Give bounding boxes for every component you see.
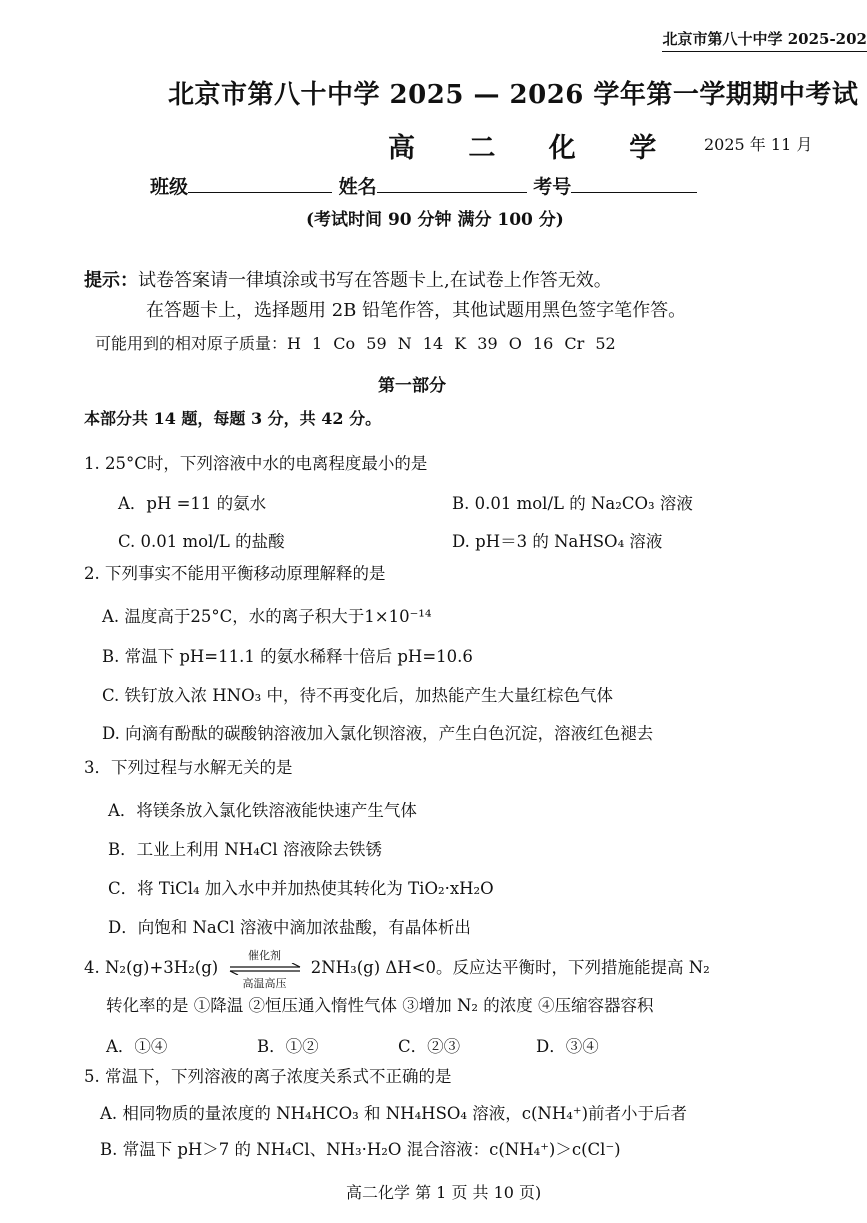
subject-title: 高 二 化 学: [388, 133, 679, 164]
q5-option-b: B. 常温下 pH＞7 的 NH₄Cl、NH₃·H₂O 混合溶液：c(NH₄⁺)＞c(Cl⁻): [100, 1140, 621, 1159]
q4-option-d: D．③④: [536, 1037, 599, 1056]
tip-text-1: 试卷答案请一律填涂或书写在答题卡上,在试卷上作答无效。: [138, 270, 612, 291]
q3-option-c: C．将 TiCl₄ 加入水中并加热使其转化为 TiO₂·xH₂O: [108, 879, 494, 898]
question-1-stem: 1. 25°C时，下列溶液中水的电离程度最小的是: [84, 454, 428, 473]
q3-option-a: A．将镁条放入氯化铁溶液能快速产生气体: [108, 801, 417, 820]
student-info-fields: [150, 172, 697, 199]
class-label: 班级: [150, 176, 189, 198]
arrow-condition-bottom: 高温高压: [242, 976, 287, 990]
question-4-stem: [84, 948, 710, 990]
id-blank[interactable]: [571, 176, 697, 193]
q4-option-b: B．①②: [257, 1037, 319, 1056]
q2-option-a: A. 温度高于25°C，水的离子积大于1×10⁻¹⁴: [102, 607, 432, 626]
id-label: 考号: [533, 176, 572, 198]
name-label: 姓名: [338, 176, 377, 198]
name-blank[interactable]: [377, 176, 527, 193]
exam-date: 2025 年 11 月: [704, 135, 813, 154]
tip-line-2: 在答题卡上，选择题用 2B 铅笔作答，其他试题用黑色签字笔作答。: [146, 300, 687, 321]
tip-line-1: [84, 266, 612, 292]
atomic-masses: 可能用到的相对原子质量：H 1 Co 59 N 14 K 39 O 16 Cr 52: [95, 334, 616, 353]
exam-title: 北京市第八十中学 2025 — 2026 学年第一学期期中考试: [168, 80, 859, 110]
q1-option-c: C. 0.01 mol/L 的盐酸: [118, 532, 285, 551]
q2-option-d: D. 向滴有酚酞的碳酸钠溶液加入氯化钡溶液，产生白色沉淀，溶液红色褪去: [102, 724, 654, 743]
arrow-condition-top: 催化剂: [248, 948, 281, 962]
q1-option-b: B. 0.01 mol/L 的 Na₂CO₃ 溶液: [452, 494, 693, 513]
question-5-stem: 5. 常温下，下列溶液的离子浓度关系式不正确的是: [84, 1067, 452, 1086]
reaction-arrow: [228, 948, 302, 990]
q2-option-c: C. 铁钉放入浓 HNO₃ 中，待不再变化后，加热能产生大量红棕色气体: [102, 686, 613, 705]
q4-stem-suffix: 2NH₃(g) ΔH<0。反应达平衡时，下列措施能提高 N₂: [310, 958, 710, 977]
q4-option-c: C．②③: [398, 1037, 461, 1056]
question-3-stem: 3．下列过程与水解无关的是: [84, 758, 293, 777]
exam-time-info: (考试时间 90 分钟 满分 100 分): [306, 210, 564, 230]
q4-stem-prefix: 4. N₂(g)+3H₂(g): [84, 958, 219, 977]
tip-label: 提示：: [84, 270, 138, 291]
part-intro: 本部分共 14 题，每题 3 分，共 42 分。: [84, 409, 382, 428]
page-footer: 高二化学 第 1 页 共 10 页): [346, 1183, 542, 1202]
q4-option-a: A．①④: [106, 1037, 168, 1056]
q5-option-a: A. 相同物质的量浓度的 NH₄HCO₃ 和 NH₄HSO₄ 溶液，c(NH₄⁺)前者小于后者: [100, 1104, 688, 1123]
part-title: 第一部分: [378, 376, 446, 396]
equilibrium-arrow-icon: [228, 963, 302, 975]
q2-option-b: B. 常温下 pH=11.1 的氨水稀释十倍后 pH=10.6: [102, 647, 473, 666]
q1-option-d: D. pH＝3 的 NaHSO₄ 溶液: [452, 532, 663, 551]
class-blank[interactable]: [188, 176, 332, 193]
q1-option-a: A．pH =11 的氨水: [118, 494, 267, 513]
question-4-stem-line-2: 转化率的是 ①降温 ②恒压通入惰性气体 ③增加 N₂ 的浓度 ④压缩容器容积: [106, 996, 654, 1015]
running-header: 北京市第八十中学 2025-202: [662, 28, 867, 52]
q3-option-b: B．工业上利用 NH₄Cl 溶液除去铁锈: [108, 840, 382, 859]
question-2-stem: 2. 下列事实不能用平衡移动原理解释的是: [84, 564, 386, 583]
q3-option-d: D．向饱和 NaCl 溶液中滴加浓盐酸，有晶体析出: [108, 918, 471, 937]
